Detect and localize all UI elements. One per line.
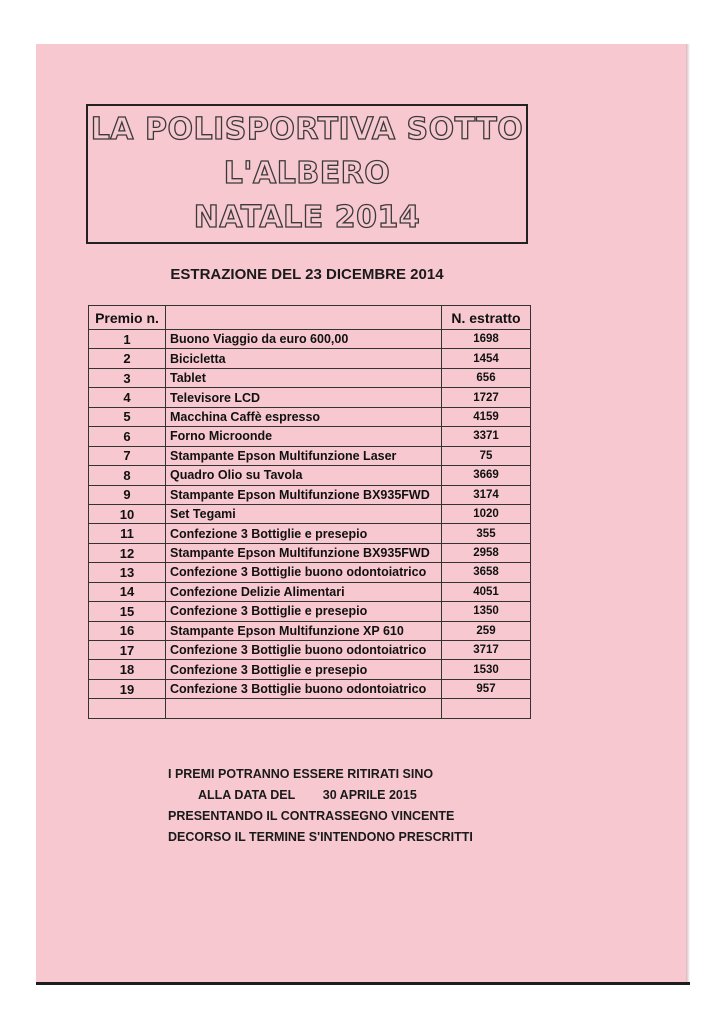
prize-description-cell: Stampante Epson Multifunzione BX935FWD	[166, 543, 442, 562]
table-row	[89, 466, 531, 485]
prize-number-cell: 11	[89, 524, 166, 543]
drawn-number-cell: 3371	[442, 427, 531, 446]
prize-number-cell: 2	[89, 349, 166, 368]
table-row	[89, 543, 531, 562]
prize-number-cell: 12	[89, 543, 166, 562]
drawn-number-cell: 1454	[442, 349, 531, 368]
drawn-number-cell: 3669	[442, 466, 531, 485]
prize-description-cell: Quadro Olio su Tavola	[166, 466, 442, 485]
prize-number-cell: 5	[89, 407, 166, 426]
table-row	[89, 660, 531, 679]
table-header-row	[89, 306, 531, 330]
prize-number-cell: 19	[89, 679, 166, 698]
prize-number-cell: 15	[89, 602, 166, 621]
footer-line-1: I PREMI POTRANNO ESSERE RITIRATI SINO	[168, 767, 434, 781]
table-row	[89, 349, 531, 368]
title-box	[86, 104, 528, 244]
table-row	[89, 563, 531, 582]
prize-description-cell: Macchina Caffè espresso	[166, 407, 442, 426]
table-row	[89, 582, 531, 601]
prize-description-cell: Bicicletta	[166, 349, 442, 368]
prize-description-cell: Confezione 3 Bottiglie buono odontoiatrico	[166, 679, 442, 698]
drawn-number-cell: 1698	[442, 330, 531, 349]
prize-description-cell: Stampante Epson Multifunzione BX935FWD	[166, 485, 442, 504]
draw-date-heading: ESTRAZIONE DEL 23 DICEMBRE 2014	[170, 266, 444, 283]
drawn-number-cell: 1727	[442, 388, 531, 407]
prize-description-cell: Buono Viaggio da euro 600,00	[166, 330, 442, 349]
drawn-number-cell: 75	[442, 446, 531, 465]
drawn-number-cell: 1530	[442, 660, 531, 679]
prize-number-cell: 17	[89, 641, 166, 660]
table-row	[89, 641, 531, 660]
prize-number-cell: 8	[89, 466, 166, 485]
table-row	[89, 621, 531, 640]
prize-table	[88, 305, 531, 719]
prize-number-cell: 18	[89, 660, 166, 679]
title-line-3: NATALE 2014	[193, 200, 421, 235]
drawn-number-cell: 3717	[442, 641, 531, 660]
prize-description-cell: Forno Microonde	[166, 427, 442, 446]
table-row	[89, 699, 531, 718]
prize-number-cell: 7	[89, 446, 166, 465]
table-body	[89, 330, 531, 719]
prize-description-cell: Confezione 3 Bottiglie e presepio	[166, 602, 442, 621]
drawn-number-cell: 957	[442, 679, 531, 698]
table-row	[89, 679, 531, 698]
prize-description-cell: Confezione 3 Bottiglie e presepio	[166, 524, 442, 543]
prize-description-cell: Televisore LCD	[166, 388, 442, 407]
title-line-1: LA POLISPORTIVA SOTTO	[90, 112, 524, 147]
drawn-number-cell	[442, 699, 531, 718]
drawn-number-cell: 4159	[442, 407, 531, 426]
drawn-number-cell: 1020	[442, 504, 531, 523]
prize-number-cell: 14	[89, 582, 166, 601]
prize-description-cell	[166, 699, 442, 718]
drawn-number-cell: 4051	[442, 582, 531, 601]
prize-description-cell: Confezione 3 Bottiglie buono odontoiatrico	[166, 563, 442, 582]
table-row	[89, 504, 531, 523]
drawn-number-cell: 1350	[442, 602, 531, 621]
table-row	[89, 524, 531, 543]
prize-description-cell: Stampante Epson Multifunzione Laser	[166, 446, 442, 465]
title-line-2: L'ALBERO	[223, 156, 391, 191]
prize-number-cell: 6	[89, 427, 166, 446]
prize-description-cell: Tablet	[166, 368, 442, 387]
prize-number-cell: 9	[89, 485, 166, 504]
table-row	[89, 330, 531, 349]
prize-description-cell: Stampante Epson Multifunzione XP 610	[166, 621, 442, 640]
table-row	[89, 368, 531, 387]
table-row	[89, 485, 531, 504]
footer-line-4: DECORSO IL TERMINE S'INTENDONO PRESCRITTI	[168, 830, 473, 844]
prize-number-cell: 16	[89, 621, 166, 640]
prize-number-cell: 1	[89, 330, 166, 349]
sheet-edge-bottom	[36, 982, 690, 985]
footer-notice	[168, 764, 508, 848]
footer-line-2: ALLA DATA DEL 30 APRILE 2015	[198, 788, 417, 802]
prize-description-cell: Confezione 3 Bottiglie e presepio	[166, 660, 442, 679]
prize-description-cell: Confezione Delizie Alimentari	[166, 582, 442, 601]
drawn-number-cell: 3174	[442, 485, 531, 504]
header-description	[166, 306, 442, 330]
drawn-number-cell: 355	[442, 524, 531, 543]
drawn-number-cell: 3658	[442, 563, 531, 582]
table-row	[89, 427, 531, 446]
footer-line-3: PRESENTANDO IL CONTRASSEGNO VINCENTE	[168, 809, 455, 823]
prize-description-cell: Confezione 3 Bottiglie buono odontoiatrico	[166, 641, 442, 660]
table-row	[89, 407, 531, 426]
drawn-number-cell: 259	[442, 621, 531, 640]
table-row	[89, 446, 531, 465]
prize-number-cell: 10	[89, 504, 166, 523]
sheet-edge-right	[686, 44, 690, 984]
prize-description-cell: Set Tegami	[166, 504, 442, 523]
table-row	[89, 388, 531, 407]
header-drawn-number: N. estratto	[442, 306, 531, 330]
prize-number-cell	[89, 699, 166, 718]
prize-number-cell: 4	[89, 388, 166, 407]
header-prize-number: Premio n.	[89, 306, 166, 330]
drawn-number-cell: 2958	[442, 543, 531, 562]
table-row	[89, 602, 531, 621]
prize-number-cell: 3	[89, 368, 166, 387]
prize-number-cell: 13	[89, 563, 166, 582]
drawn-number-cell: 656	[442, 368, 531, 387]
